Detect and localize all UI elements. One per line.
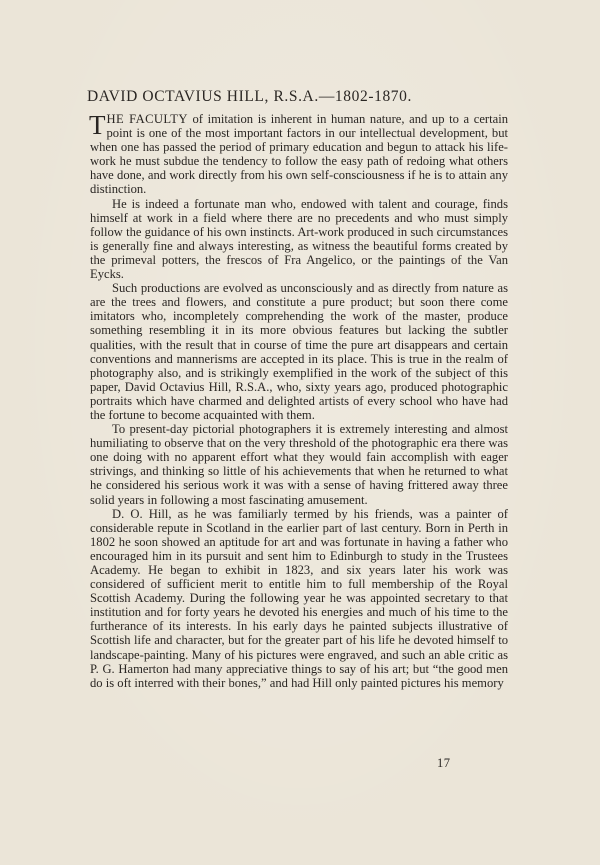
- paragraph-1: [90, 112, 508, 197]
- page-number: 17: [437, 756, 451, 770]
- paragraph-4: To present-day pictorial photographers it is extremely interesting and almost humiliating to observe that on the very threshold of the photographic era there was one doing with no apparent effort what they would fain accomplish with eager strivings, and thinking so little of his achievements that when he returned to what he considered his serious work it was with a sense of having frittered away three solid years in following a most fascinating amusement.: [90, 422, 508, 507]
- paragraph-1-text: of imitation is inherent in human nature, and up to a certain point is one of the most important factors in our intellectual development, but when one has passed the period of primary education and begun to attack his life-work he must subdue the tendency to follow the easy path of redoing what others have done, and work directly from his own self-consciousness if he is to attain any distinction.: [90, 112, 509, 197]
- page-title: DAVID OCTAVIUS HILL, R.S.A.—1802-1870.: [87, 88, 412, 105]
- paragraph-2: He is indeed a fortunate man who, endowed with talent and courage, finds himself at work in a field where there are no precedents and who must simply follow the guidance of his own instincts. Art-work produced in such circumstances is generally fine and always interesting, as witness the beautiful forms created by the primeval potters, the frescos of Fra Angelico, or the paintings of the Van Eycks.: [90, 196, 508, 282]
- paragraph-5: D. O. Hill, as he was familiarly termed by his friends, was a painter of considerable repute in Scotland in the earlier part of last century. Born in Perth in 1802 he soon showed an aptitude for art and was fortunate in having a father who encouraged him in its pursuit and sent him to Edinburgh to study in the Trustees Academy. He began to exhibit in 1823, and six years later his work was considered of sufficient merit to entitle him to full membership of the Royal Scottish Academy. During the following year he was appointed secretary to that institution and for forty years he devoted his energies and much of his time to the furtherance of its interests. In his early days he painted subjects illustrative of Scottish life and character, but for the greater part of his life he devoted himself to landscape-painting. Many of his pictures were engraved, and such an able critic as P. G. Hamerton had many appreciative things to say of his art; but “the good men do is oft interred with their bones,” and had Hill only painted pictures his memory: [90, 506, 508, 690]
- drop-cap: T: [89, 110, 106, 140]
- paragraph-3: Such productions are evolved as unconsciously and as directly from nature as are the trees and flowers, and constitute a pure product; but soon there come imitators who, incompletely comprehending the work of the master, produce something resembling it in its more obvious features but lacking the subtler qualities, with the result that in course of time the pure art disappears and certain conventions and mannerisms are accepted in its place. This is true in the realm of photography also, and is strikingly exemplified in the work of the subject of this paper, David Octavius Hill, R.S.A., who, sixty years ago, produced photographic portraits which have charmed and delighted artists of every school who have had the fortune to become acquainted with them.: [90, 281, 508, 422]
- opening-words: HE FACULTY: [106, 112, 188, 126]
- article-body: [90, 112, 508, 690]
